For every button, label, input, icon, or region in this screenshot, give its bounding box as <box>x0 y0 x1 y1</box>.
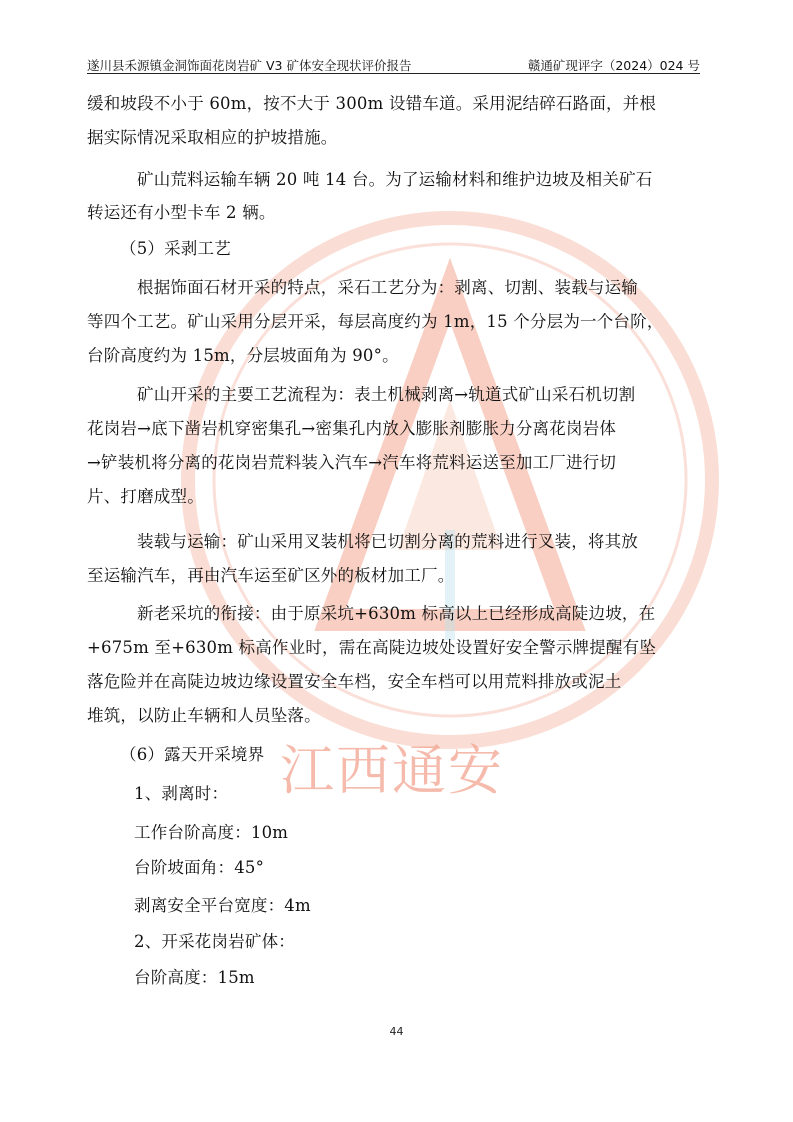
text-line: 台阶坡面角：45° <box>134 858 265 877</box>
text-line: 据实际情况采取相应的护坡措施。 <box>87 128 338 147</box>
header-divider <box>87 73 700 74</box>
text-line: 2、开采花岗岩矿体： <box>134 932 295 951</box>
text-line: 等四个工艺。矿山采用分层开采，每层高度约为 1m，15 个分层为一个台阶， <box>87 312 664 331</box>
report-title-header: 遂川县禾源镇金洞饰面花岗岩矿 V3 矿体安全现状评价报告 <box>87 58 412 73</box>
text-line: →铲装机将分离的花岗岩荒料装入汽车→汽车将荒料运送至加工厂进行切 <box>87 453 617 472</box>
watermark-text: 江西通安 <box>280 739 504 802</box>
text-line: 至运输汽车，再由汽车运至矿区外的板材加工厂。 <box>87 566 455 585</box>
page-number: 44 <box>389 1025 404 1038</box>
text-line: 矿山荒料运输车辆 20 吨 14 台。为了运输材料和维护边坡及相关矿石 <box>137 170 653 189</box>
text-line: 新老采坑的衔接：由于原采坑+630m 标高以上已经形成高陡边坡，在 <box>137 604 656 623</box>
text-line: 根据饰面石材开采的特点，采石工艺分为：剥离、切割、装载与运输 <box>137 278 638 297</box>
section-heading: （5）采剥工艺 <box>120 239 231 258</box>
text-line: 工作台阶高度：10m <box>134 823 289 842</box>
text-line: 台阶高度约为 15m，分层坡面角为 90°。 <box>87 346 399 365</box>
text-line: 剥离安全平台宽度：4m <box>134 896 311 915</box>
text-line: 台阶高度：15m <box>134 968 255 987</box>
section-heading: （6）露天开采境界 <box>120 745 265 764</box>
text-line: 堆筑，以防止车辆和人员坠落。 <box>87 706 321 725</box>
text-line: +675m 至+630m 标高作业时，需在高陡边坡处设置好安全警示牌提醒有坠 <box>87 638 657 657</box>
text-line: 1、剥离时： <box>134 784 229 803</box>
text-line: 转运还有小型卡车 2 辆。 <box>87 203 276 222</box>
text-line: 花岗岩→底下凿岩机穿密集孔→密集孔内放入膨胀剂膨胀力分离花岗岩体 <box>87 419 617 438</box>
text-line: 矿山开采的主要工艺流程为：表土机械剥离→轨道式矿山采石机切割 <box>137 385 636 404</box>
report-number-header: 赣通矿现评字（2024）024 号 <box>527 58 700 73</box>
text-line: 落危险并在高陡边坡边缘设置安全车档，安全车档可以用荒料排放或泥土 <box>87 672 622 691</box>
page-header <box>87 54 700 74</box>
text-line: 装载与运输：矿山采用叉装机将已切割分离的荒料进行叉装，将其放 <box>137 532 638 551</box>
text-line: 缓和坡段不小于 60m，按不大于 300m 设错车道。采用泥结碎石路面，并根 <box>87 94 657 113</box>
text-line: 片、打磨成型。 <box>87 487 204 506</box>
